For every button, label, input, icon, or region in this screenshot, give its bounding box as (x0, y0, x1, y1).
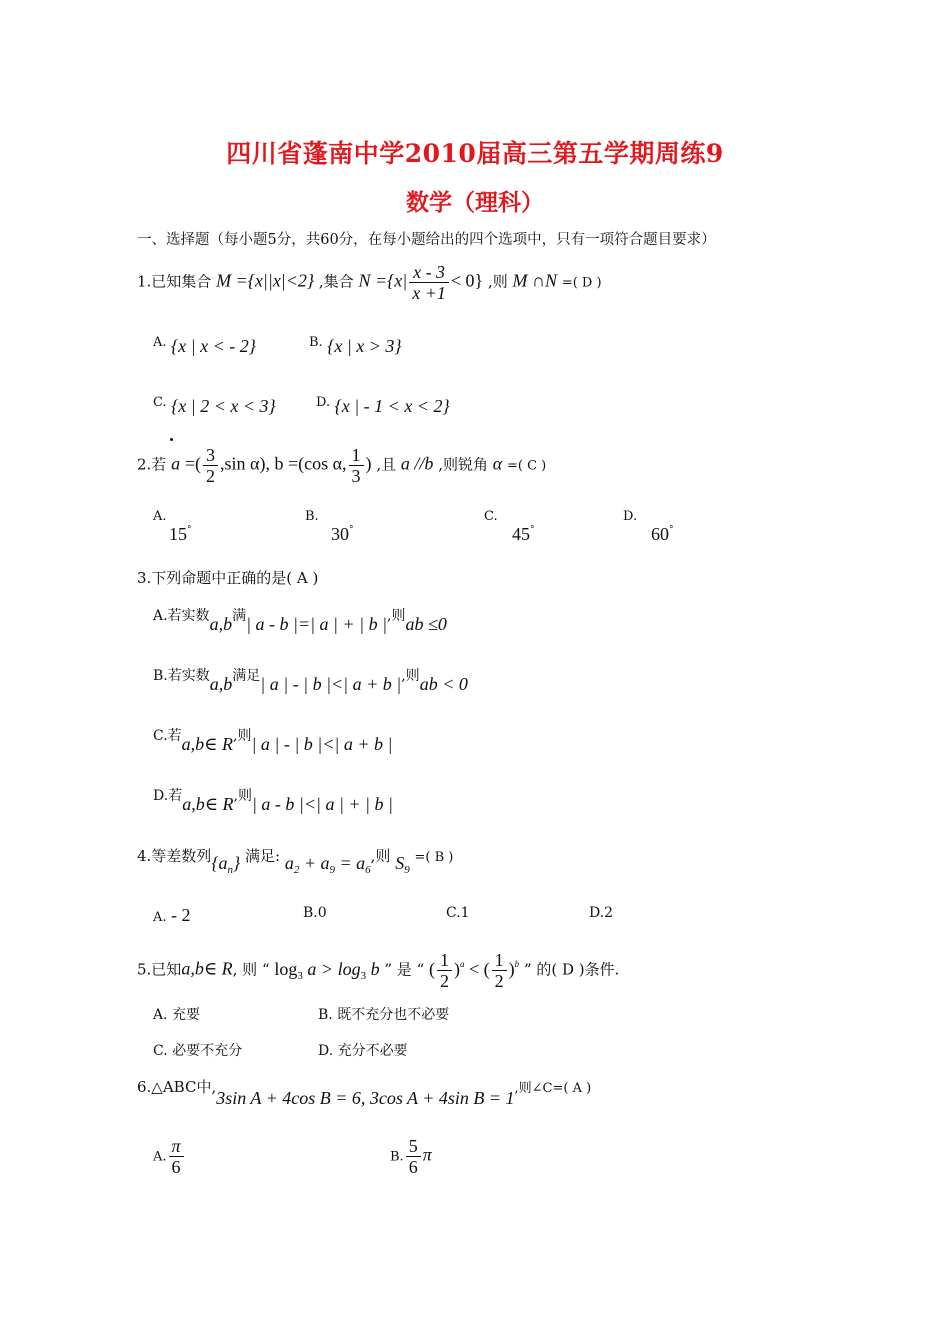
q2-ask: ,则锐角 (438, 455, 488, 474)
option-result: ab < 0 (419, 674, 468, 694)
option-label: A. (153, 1149, 167, 1165)
degree-sign: ° (530, 525, 535, 535)
option-cond: | a | - | b |<| a + b | (260, 674, 402, 694)
question-6 (137, 1076, 592, 1108)
sum-s: S (395, 853, 405, 873)
option-label: B. (390, 1149, 404, 1165)
q4-equation (284, 853, 371, 876)
q5-option-c: C. 必要不充分 (153, 1043, 243, 1059)
q6-answer: ,则∠C=( A ) (514, 1081, 592, 1096)
q2-fraction-2 (349, 445, 364, 486)
q1-option-d (316, 390, 450, 416)
option-value: 30 (331, 524, 349, 544)
degree-sign: ° (187, 525, 192, 535)
log-base: 3 (360, 969, 367, 982)
frac-den: 2 (440, 971, 450, 991)
option-value: 45 (512, 524, 530, 544)
option-label: D. (623, 509, 638, 524)
option-then: ,则 (401, 668, 420, 684)
q5-prefix: 5.已知 (137, 960, 182, 979)
q4-option-b: B.0 (303, 905, 327, 921)
frac-den: 2 (494, 971, 504, 991)
q2-fraction-1 (203, 445, 218, 486)
exp-b: b (514, 958, 520, 969)
option-value: {x | - 1 < x < 2} (334, 396, 450, 416)
q5-exp-condition (429, 950, 520, 991)
q4-option-c: C.1 (446, 905, 470, 921)
option-fraction (406, 1136, 421, 1177)
q1-option-a (153, 330, 256, 356)
q1-option-c (153, 390, 276, 416)
option-pre: D.若 (153, 788, 183, 804)
degree-sign: ° (669, 525, 674, 535)
q2-expr: ,sin α), b =(cos α, (220, 453, 347, 474)
sum-sub: 9 (404, 864, 410, 876)
seq-open: {a (211, 853, 228, 873)
option-label: A. (153, 335, 167, 350)
option-label: A. (153, 910, 167, 925)
q2-alpha: α (492, 453, 503, 474)
question-1 (137, 262, 602, 303)
q5-mid: , 则 “ (232, 960, 270, 979)
q6-expr: 3sin A + 4cos B = 6, 3cos A + 4sin B = 1 (216, 1088, 515, 1108)
q4-prefix: 4.等差数列 (137, 847, 212, 865)
q4-option-a (153, 905, 190, 926)
q1-mid: ,集合 (318, 272, 354, 291)
option-vars: a,b (209, 674, 233, 694)
option-cond: | a - b |=| a | + | b | (246, 614, 388, 634)
log-base: 3 (297, 969, 303, 982)
paren: ( (429, 958, 436, 979)
q1-frac-den: x +1 (412, 283, 446, 303)
q5-option-b: B. 既不充分也不必要 (318, 1007, 450, 1023)
half-fraction (492, 950, 507, 991)
q3-option-d (153, 784, 393, 814)
page-subtitle: 数学（理科） (406, 189, 544, 216)
option-label: C. (484, 509, 498, 524)
option-result: ab ≤0 (405, 614, 447, 634)
option-value: {x | x > 3} (327, 336, 402, 356)
q2-eq: =( (184, 453, 202, 474)
seq-sub: n (227, 864, 234, 876)
frac-num: 5 (406, 1136, 421, 1157)
frac-den: 6 (408, 1157, 418, 1177)
q4-sequence (211, 853, 241, 876)
q1-ask: ,则 (487, 272, 508, 291)
exp-a: a (460, 958, 465, 969)
q2-option-b (305, 508, 354, 545)
q2-expr-end: ) (365, 453, 372, 474)
q1-set-m: M ={x||x|<2} (216, 270, 315, 291)
option-label: C. (153, 395, 167, 410)
option-then: ,则 (387, 608, 406, 624)
page-title: 四川省蓬南中学2010届高三第五学期周练9 (226, 139, 724, 168)
frac-den: 3 (351, 466, 361, 486)
term: + a (303, 853, 330, 873)
q1-expr: M ∩N (512, 270, 558, 291)
q5-vars: a,b∈ R (181, 958, 233, 979)
question-2 (137, 445, 546, 486)
question-4 (137, 845, 454, 876)
q1-frac-num: x - 3 (409, 262, 449, 283)
q1-set-n: N ={x| (358, 270, 408, 291)
q2-vector-a: a (171, 453, 181, 474)
option-pre: A.若实数 (153, 608, 210, 624)
q1-prefix: 1.已知集合 (137, 272, 212, 291)
log-b: b (366, 958, 380, 979)
frac-num: 1 (437, 950, 452, 971)
term: a (284, 853, 294, 873)
q4-ask: ,则 (370, 847, 391, 865)
q4-option-d: D.2 (589, 905, 614, 921)
q3-option-b (153, 664, 468, 694)
q2-mid: ,且 (376, 455, 397, 474)
option-result: | a | - | b |<| a + b | (251, 734, 393, 754)
q2-option-d (623, 508, 674, 545)
option-vars: a,b∈ R (181, 734, 233, 754)
q6-option-b (390, 1136, 432, 1177)
option-label: B. (305, 509, 319, 524)
q3-option-c (153, 724, 393, 754)
paren: ) (454, 958, 461, 979)
option-mid: 满 (232, 608, 247, 624)
q1-option-b (309, 330, 402, 356)
option-fraction (169, 1136, 184, 1177)
option-label: D. (316, 395, 331, 410)
q5-answer: ” 的( D )条件. (523, 960, 620, 979)
q6-prefix: 6.△ABC中, (137, 1078, 217, 1096)
q3-option-a (153, 604, 447, 634)
term: = a (339, 853, 366, 873)
section-heading: 一、选择题（每小题5分，共60分，在每小题给出的四个选项中，只有一项符合题目要求） (137, 232, 716, 248)
option-label: B. (309, 335, 323, 350)
stray-dot (170, 438, 173, 441)
option-result: | a - b |<| a | + | b | (251, 794, 393, 814)
frac-num: π (169, 1136, 184, 1157)
lt: < ( (464, 958, 490, 979)
q2-option-a (153, 508, 192, 545)
option-then: ,则 (233, 728, 252, 744)
option-value: {x | x < - 2} (170, 336, 256, 356)
sub: 9 (329, 864, 335, 876)
q1-answer: =( D ) (561, 275, 602, 291)
paren: ) (508, 958, 515, 979)
q2-answer: =( C ) (506, 458, 547, 474)
q6-option-a (153, 1136, 186, 1177)
frac-den: 6 (171, 1157, 181, 1177)
degree-sign: ° (349, 525, 354, 535)
option-value: {x | 2 < x < 3} (171, 396, 276, 416)
option-vars: a,b (209, 614, 233, 634)
q4-answer: =( B ) (414, 850, 454, 865)
frac-den: 2 (206, 466, 216, 486)
q1-set-n-end: < 0} (450, 270, 484, 291)
option-label: A. (153, 509, 167, 524)
frac-num: 3 (203, 445, 218, 466)
option-value: - 2 (170, 905, 191, 925)
question-5 (137, 950, 619, 991)
sub: 6 (365, 864, 371, 876)
q5-option-a: A. 充要 (153, 1007, 201, 1023)
option-then: ,则 (233, 788, 252, 804)
sub: 2 (293, 864, 300, 876)
pi-symbol: π (422, 1144, 432, 1165)
q1-fraction (409, 262, 449, 303)
option-value: 60 (651, 524, 669, 544)
q5-option-d: D. 充分不必要 (318, 1043, 408, 1059)
option-pre: C.若 (153, 728, 182, 744)
q4-sum (395, 853, 410, 876)
q4-mid: 满足: (245, 847, 281, 865)
half-fraction (437, 950, 452, 991)
seq-close: } (233, 853, 241, 873)
option-vars: a,b∈ R (182, 794, 234, 814)
log-a: a > log (302, 958, 361, 979)
q5-log-condition (274, 958, 380, 982)
option-mid: 满足 (232, 668, 261, 684)
frac-num: 1 (349, 445, 364, 466)
q2-parallel: a //b (400, 453, 434, 474)
option-value: 15 (169, 524, 187, 544)
question-3: 3.下列命题中正确的是( A ) (137, 569, 319, 587)
log: log (274, 958, 298, 979)
q2-option-c (484, 508, 535, 545)
q2-prefix: 2.若 (137, 455, 167, 474)
q5-mid2: ” 是 “ (384, 960, 425, 979)
option-pre: B.若实数 (153, 668, 210, 684)
frac-num: 1 (492, 950, 507, 971)
